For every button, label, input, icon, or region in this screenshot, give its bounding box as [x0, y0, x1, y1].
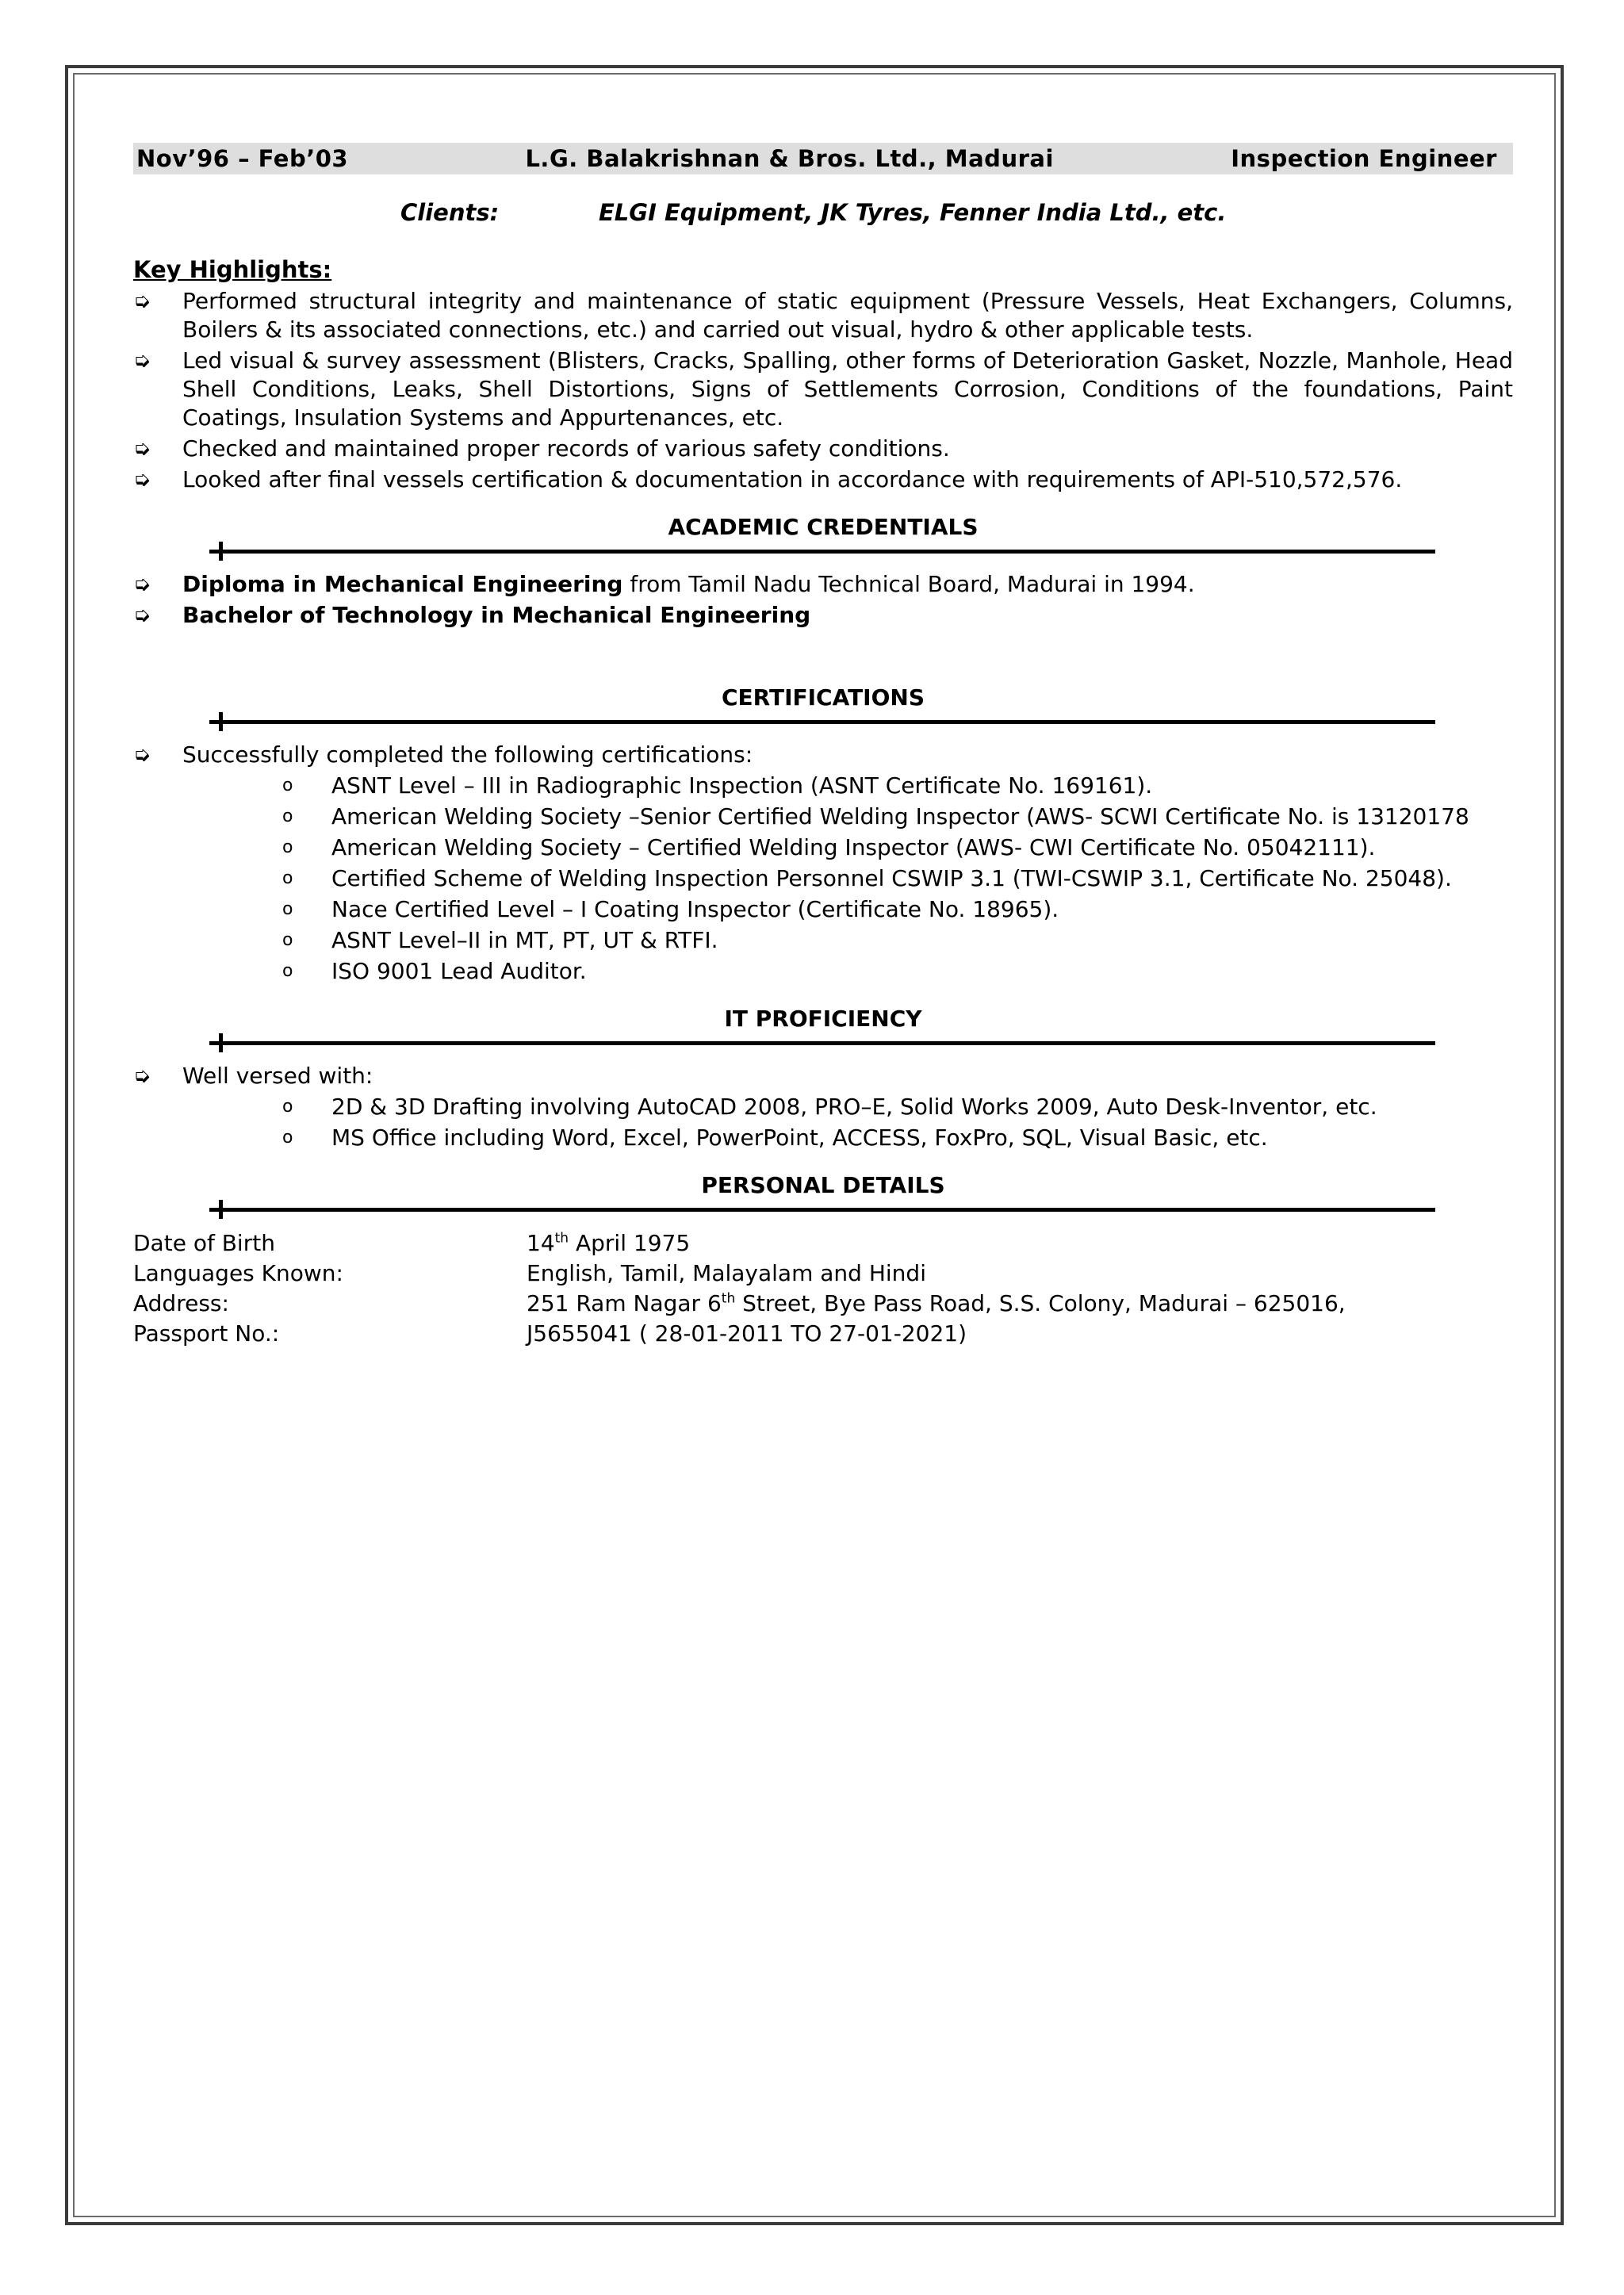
arrow-bullet-icon: ➭ — [133, 573, 151, 596]
arrow-bullet-icon: ➭ — [133, 603, 151, 627]
job-role: Inspection Engineer — [1231, 145, 1497, 172]
languages-value: English, Tamil, Malayalam and Hindi — [527, 1260, 926, 1286]
table-row — [133, 1319, 1513, 1349]
list-item: o American Welding Society – Certified Welding Inspector (AWS- CWI Certificate No. 05042111). — [282, 834, 1376, 860]
section-divider — [133, 712, 1513, 733]
section-divider — [133, 1033, 1513, 1054]
list-item: o ASNT Level – III in Radiographic Inspection (ASNT Certificate No. 169161). — [282, 772, 1153, 799]
passport-value: J5655041 ( 28-01-2011 TO 27-01-2021) — [527, 1320, 967, 1347]
clients-label: Clients: — [400, 199, 500, 226]
section-divider — [133, 1200, 1513, 1220]
it-proficiency-title: IT PROFICIENCY — [724, 1006, 922, 1032]
list-item: o Nace Certified Level – I Coating Inspector (Certificate No. 18965). — [282, 896, 1059, 922]
list-item: o ASNT Level–II in MT, PT, UT & RTFI. — [282, 927, 718, 953]
arrow-bullet-icon: ➭ — [133, 1064, 151, 1088]
circle-bullet-icon: o — [282, 899, 293, 919]
circle-bullet-icon: o — [282, 807, 293, 826]
table-row — [133, 1228, 1513, 1259]
it-list — [133, 1093, 1513, 1152]
list-item: ➭ Performed structural integrity and maintenance of static equipment (Pressure Vessels, Heat Exchangers, Columns, Boilers & its associated connections, etc.) and carried out visual, hydro & other applicable tests. — [133, 288, 1513, 343]
dob-value: 14th April 1975 — [527, 1230, 691, 1256]
clients-line — [133, 198, 1513, 227]
table-row — [133, 1289, 1513, 1319]
list-item: ➭ Well versed with: — [133, 1063, 373, 1089]
section-divider — [133, 542, 1513, 562]
list-item: ➭ Successfully completed the following certifications: — [133, 741, 753, 768]
list-item: ➭ Checked and maintained proper records of various safety conditions. — [133, 435, 950, 462]
academic-title: ACADEMIC CREDENTIALS — [668, 514, 979, 540]
circle-bullet-icon: o — [282, 930, 293, 950]
table-row — [133, 1259, 1513, 1289]
arrow-bullet-icon: ➭ — [133, 468, 151, 492]
languages-label: Languages Known: — [133, 1260, 343, 1286]
list-item: ➭ Diploma in Mechanical Engineering from Tamil Nadu Technical Board, Madurai in 1994. — [133, 571, 1195, 597]
key-highlights-title: Key Highlights: — [133, 256, 332, 283]
list-item: o MS Office including Word, Excel, PowerPoint, ACCESS, FoxPro, SQL, Visual Basic, etc. — [282, 1125, 1268, 1151]
clients-value: ELGI Equipment, JK Tyres, Fenner India Ltd., etc. — [599, 199, 1227, 226]
personal-details-table — [133, 1228, 1513, 1349]
academic-list — [133, 570, 1513, 630]
list-item: o American Welding Society –Senior Certified Welding Inspector (AWS- SCWI Certificate No. is 13120178 — [282, 803, 1469, 829]
arrow-bullet-icon: ➭ — [133, 743, 151, 767]
list-item: ➭ Led visual & survey assessment (Blisters, Cracks, Spalling, other forms of Deterioration Gasket, Nozzle, Manhole, Head Shell Conditions, Leaks, Shell Distortions, Signs of Settlements Corrosion, Conditions of the foundations, Paint Coatings, Insulation Systems and Appurtenances, etc. — [133, 347, 1513, 431]
resume-page — [133, 143, 1513, 1349]
list-item: ➭ Bachelor of Technology in Mechanical Engineering — [133, 602, 811, 628]
job-header-bar — [133, 143, 1513, 174]
it-intro-list — [133, 1062, 1513, 1090]
job-company: L.G. Balakrishnan & Bros. Ltd., Madurai — [525, 145, 1054, 172]
circle-bullet-icon: o — [282, 1128, 293, 1148]
circle-bullet-icon: o — [282, 837, 293, 857]
passport-label: Passport No.: — [133, 1320, 280, 1347]
circle-bullet-icon: o — [282, 1097, 293, 1117]
certifications-title: CERTIFICATIONS — [721, 684, 925, 711]
job-period: Nov’96 – Feb’03 — [136, 145, 349, 172]
list-item: o ISO 9001 Lead Auditor. — [282, 958, 587, 984]
arrow-bullet-icon: ➭ — [133, 349, 151, 373]
list-item: o Certified Scheme of Welding Inspection Personnel CSWIP 3.1 (TWI-CSWIP 3.1, Certificate No. 25048). — [282, 865, 1452, 891]
arrow-bullet-icon: ➭ — [133, 437, 151, 461]
circle-bullet-icon: o — [282, 961, 293, 981]
arrow-bullet-icon: ➭ — [133, 289, 151, 313]
address-label: Address: — [133, 1290, 229, 1316]
list-item: o 2D & 3D Drafting involving AutoCAD 2008, PRO–E, Solid Works 2009, Auto Desk-Inventor, etc. — [282, 1094, 1377, 1120]
certifications-list — [133, 772, 1513, 986]
personal-details-title: PERSONAL DETAILS — [701, 1172, 945, 1198]
key-highlights-list — [133, 287, 1513, 494]
certifications-intro-list — [133, 741, 1513, 769]
address-value: 251 Ram Nagar 6th Street, Bye Pass Road, S.S. Colony, Madurai – 625016, — [527, 1290, 1346, 1316]
dob-label: Date of Birth — [133, 1230, 275, 1256]
list-item: ➭ Looked after final vessels certification & documentation in accordance with requirements of API-510,572,576. — [133, 466, 1403, 492]
circle-bullet-icon: o — [282, 868, 293, 888]
circle-bullet-icon: o — [282, 776, 293, 795]
